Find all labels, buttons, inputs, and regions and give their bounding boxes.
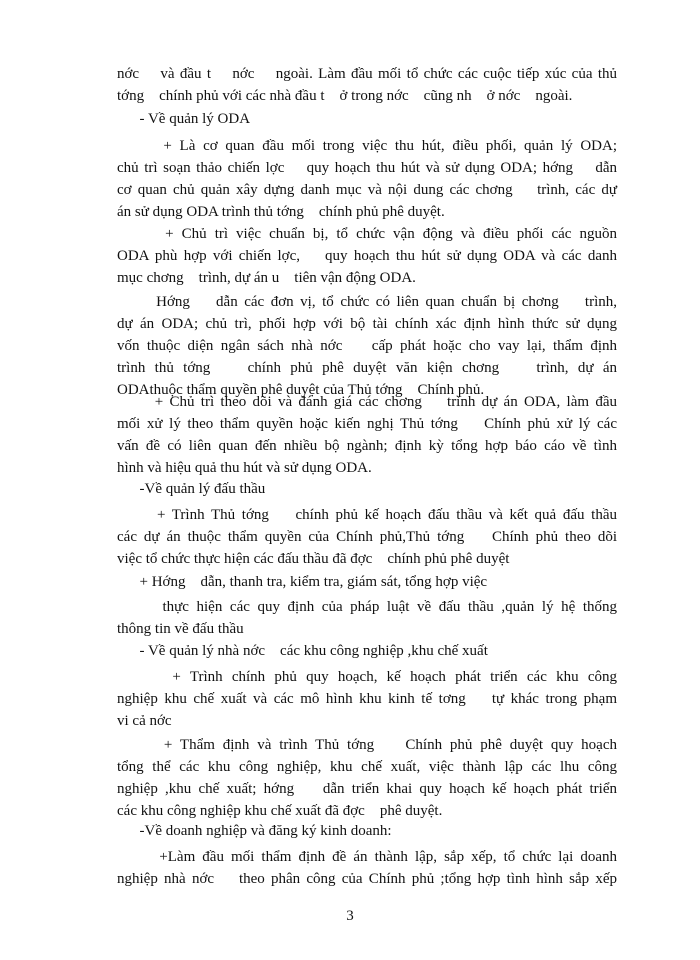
text-line: nớc và đầu t nớc ngoài. Làm đầu mối tổ chức các cuộc tiếp xúc của thủ (117, 66, 617, 82)
text-line: +Làm đầu mối thẩm định đề án thành lập, sắp xếp, tổ chức lại doanh (117, 849, 617, 865)
text-line: Hớng dẫn các đơn vị, tổ chức có liên quan chuẩn bị chơng trình, (117, 294, 617, 310)
text-line: dự án ODA; chủ trì, phối hợp với bộ tài chính xác định hình thức sử dụng (117, 316, 617, 332)
text-line: vi cả nớc (117, 713, 172, 729)
paragraph-oda-guidance (117, 291, 617, 401)
text-line: tổng thể các khu công nghiệp, khu chế xuất, việc thành lập các lhu công (117, 759, 617, 775)
paragraph-bidding-inspection (117, 571, 617, 593)
page-number: 3 (346, 908, 354, 924)
paragraph-oda-coordination (117, 135, 617, 223)
text-line: + Chủ trì việc chuẩn bị, tổ chức vận động và điều phối các nguồn (117, 226, 617, 242)
text-line: - Về quản lý nhà nớc các khu công nghiệp ,khu chế xuất (117, 643, 488, 659)
text-line: nghiệp khu chế xuất và các mô hình khu kinh tế tơng tự khác trong phạm (117, 691, 617, 707)
text-line: -Về doanh nghiệp và đăng ký kinh doanh: (117, 823, 392, 839)
text-line: thông tin về đấu thầu (117, 621, 244, 637)
text-line: việc tổ chức thực hiện các đấu thầu đã đợc chính phủ phê duyệt (117, 551, 510, 567)
text-line: án sử dụng ODA trình thủ tớng chính phủ phê duyệt. (117, 204, 445, 220)
text-line: + Trình chính phủ quy hoạch, kế hoạch phát triển các khu công (117, 669, 617, 685)
text-line: - Về quản lý ODA (117, 111, 251, 127)
text-line: + Trình Thủ tớng chính phủ kế hoạch đấu thầu và kết quả đấu thầu (117, 507, 617, 523)
text-line: trình thủ tớng chính phủ phê duyệt văn kiện chơng trình, dự án (117, 360, 617, 376)
heading-bidding-management (117, 478, 617, 500)
text-line: chủ trì soạn thảo chiến lợc quy hoạch thu hút và sử dụng ODA; hớng dẫn (117, 160, 617, 176)
heading-oda-management (117, 108, 617, 130)
paragraph-industrial-zone-appraisal (117, 734, 617, 822)
paragraph-enterprise-restructuring (117, 846, 617, 890)
heading-enterprise-registration (117, 820, 617, 842)
text-line: + Chủ trì theo dõi và đánh giá các chơng trình dự án ODA, làm đầu (117, 394, 617, 410)
text-line: mối xử lý theo thẩm quyền hoặc kiến nghị Thủ tớng Chính phủ xử lý các (117, 416, 617, 432)
text-line: vốn thuộc diện ngân sách nhà nớc cấp phát hoặc cho vay lại, thẩm định (117, 338, 617, 354)
text-line: + Hớng dẫn, thanh tra, kiểm tra, giám sát, tổng hợp việc (117, 574, 488, 590)
text-line: + Là cơ quan đầu mối trong việc thu hút, điều phối, quản lý ODA; (117, 138, 617, 154)
text-line: vấn đề có liên quan đến nhiều bộ ngành; định kỳ tổng hợp báo cáo về tình (117, 438, 617, 454)
text-line: + Thẩm định và trình Thủ tớng Chính phủ phê duyệt quy hoạch (117, 737, 617, 753)
text-line: nghiệp ,khu chế xuất; hớng dẫn triển khai quy hoạch kế hoạch phát triển (117, 781, 617, 797)
paragraph-oda-mobilization (117, 223, 617, 289)
paragraph-oda-monitoring (117, 391, 617, 479)
heading-industrial-zones (117, 640, 617, 662)
text-line: các khu công nghiệp khu chế xuất đã đợc phê duyệt. (117, 803, 443, 819)
text-line: nghiệp nhà nớc theo phân công của Chính phủ ;tổng hợp tình hình sắp xếp (117, 871, 617, 887)
text-line: tớng chính phủ với các nhà đầu t ở trong nớc cũng nh ở nớc ngoài. (117, 88, 573, 104)
text-line: thực hiện các quy định của pháp luật về đấu thầu ,quản lý hệ thống (117, 599, 617, 615)
text-line: các dự án thuộc thẩm quyền của Chính phủ,Thủ tớng Chính phủ theo dõi (117, 529, 617, 545)
text-line: -Về quản lý đấu thầu (117, 481, 266, 497)
text-line: ODA phù hợp với chiến lợc, quy hoạch thu hút sử dụng ODA và các danh (117, 248, 617, 264)
paragraph-bidding-law-implementation (117, 596, 617, 640)
text-line: hình và hiệu quả thu hút và sử dụng ODA. (117, 460, 372, 476)
text-line: mục chơng trình, dự án u tiên vận động ODA. (117, 270, 416, 286)
paragraph-industrial-zone-planning (117, 666, 617, 732)
text-line: ODAthuộc thẩm quyền phê duyệt của Thủ tớng Chính phủ. (117, 382, 485, 398)
paragraph-foreign-investment-contact (117, 63, 617, 107)
text-line: cơ quan chủ quản xây dựng danh mục và nội dung các chơng trình, các dự (117, 182, 617, 198)
paragraph-bidding-plan (117, 504, 617, 570)
